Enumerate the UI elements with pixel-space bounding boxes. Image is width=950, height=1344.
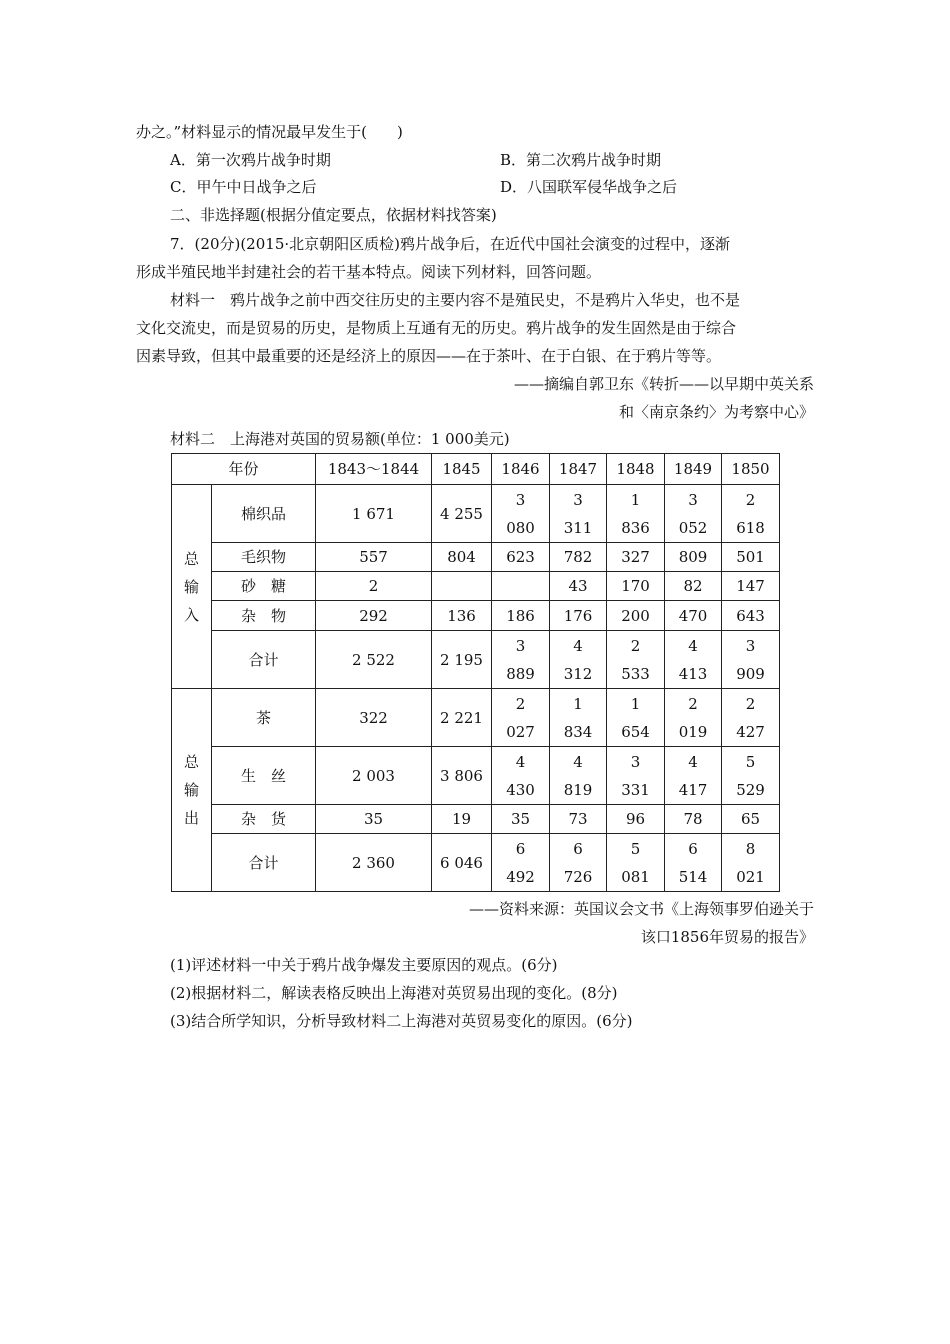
group-char: 总 (183, 753, 199, 771)
value-cell: 2 360 (316, 834, 432, 892)
value-part: 6 (688, 839, 698, 858)
value-part: 4 (573, 636, 583, 655)
value-cell: 809 (665, 543, 722, 572)
q7-stem-line2: 形成半殖民地半封建社会的若干基本特点。阅读下列材料，回答问题。 (136, 263, 602, 281)
trade-table (171, 453, 780, 892)
value-part: 3 (573, 490, 583, 509)
row-label: 棉织品 (212, 485, 316, 543)
value-part: 889 (506, 664, 535, 683)
value-cell (607, 747, 665, 805)
group-char: 输 (183, 577, 199, 596)
value-cell (492, 485, 550, 543)
q6-option-c: C．甲午中日战争之后 (170, 178, 317, 196)
value-part: 4 (688, 636, 698, 655)
value-cell (665, 747, 722, 805)
material1-source1: ——摘编自郭卫东《转折——以早期中英关系 (513, 375, 814, 393)
value-part: 618 (736, 518, 765, 537)
value-cell (550, 485, 607, 543)
value-part: 1 (573, 694, 583, 713)
value-part: 312 (563, 664, 593, 683)
row-label: 生 丝 (212, 747, 316, 805)
value-part: 019 (678, 722, 708, 741)
table-header-row (172, 454, 780, 485)
row-label: 合计 (212, 631, 316, 689)
value-part: 052 (678, 518, 708, 537)
value-part: 021 (736, 867, 765, 886)
value-cell: 147 (722, 572, 780, 601)
value-part: 2 (745, 490, 756, 509)
material2-source1: ——资料来源：英国议会文书《上海领事罗伯逊关于 (468, 900, 814, 918)
value-part: 533 (621, 664, 650, 683)
value-part: 6 (573, 839, 583, 858)
value-part: 834 (563, 722, 593, 741)
value-part: 8 (745, 839, 756, 858)
value-cell (722, 834, 780, 892)
material2-source2: 该口1856年贸易的报告》 (640, 928, 814, 946)
value-cell: 4 255 (432, 485, 492, 543)
value-part: 2 (745, 694, 756, 713)
value-cell: 1 671 (316, 485, 432, 543)
q6-option-d: D．八国联军侵华战争之后 (500, 178, 678, 196)
value-cell: 2 (316, 572, 432, 601)
import-group-label (172, 485, 212, 689)
value-cell (665, 485, 722, 543)
value-part: 529 (736, 780, 765, 799)
value-cell: 501 (722, 543, 780, 572)
value-part: 819 (563, 780, 593, 799)
value-part: 3 (515, 636, 526, 655)
value-part: 430 (506, 780, 535, 799)
value-cell (492, 631, 550, 689)
value-cell (492, 834, 550, 892)
value-cell: 43 (550, 572, 607, 601)
value-part: 427 (736, 722, 765, 741)
row-label: 茶 (212, 689, 316, 747)
value-cell: 176 (550, 601, 607, 631)
table-row (172, 572, 780, 601)
value-part: 6 (515, 839, 526, 858)
q7-stem-line1: 7．(20分)(2015·北京朝阳区质检)鸦片战争后，在近代中国社会演变的过程中，逐渐 (170, 235, 730, 253)
q6-tail: 办之。”材料显示的情况最早发生于( ) (136, 123, 403, 141)
value-part: 3 (630, 752, 641, 771)
table-row (172, 689, 780, 747)
section2-title: 二、非选择题(根据分值定要点，依据材料找答案) (170, 206, 497, 224)
table-row (172, 747, 780, 805)
value-part: 311 (563, 518, 593, 537)
value-cell: 2 522 (316, 631, 432, 689)
value-cell (550, 689, 607, 747)
value-cell (492, 689, 550, 747)
table-row (172, 485, 780, 543)
value-cell: 623 (492, 543, 550, 572)
value-cell (722, 485, 780, 543)
value-part: 2 (688, 694, 698, 713)
value-cell: 2 221 (432, 689, 492, 747)
year-cell: 1847 (550, 454, 607, 485)
group-char: 总 (183, 549, 199, 568)
value-cell: 170 (607, 572, 665, 601)
value-part: 4 (515, 752, 526, 771)
value-cell: 136 (432, 601, 492, 631)
value-part: 3 (688, 490, 698, 509)
value-cell: 3 806 (432, 747, 492, 805)
value-part: 3 (745, 636, 756, 655)
value-part: 417 (678, 780, 708, 799)
value-part: 027 (506, 722, 535, 741)
table-row (172, 805, 780, 834)
value-cell: 82 (665, 572, 722, 601)
value-cell: 804 (432, 543, 492, 572)
value-cell: 322 (316, 689, 432, 747)
material2-title: 材料二 上海港对英国的贸易额(单位：1 000美元) (170, 430, 510, 448)
value-cell: 327 (607, 543, 665, 572)
year-cell: 1843～1844 (316, 454, 432, 485)
group-char: 输 (183, 781, 199, 799)
value-cell: 292 (316, 601, 432, 631)
value-part: 331 (621, 780, 650, 799)
year-cell: 1849 (665, 454, 722, 485)
material1-line3: 因素导致，但其中最重要的还是经济上的原因——在于茶叶、在于白银、在于鸦片等等。 (136, 347, 722, 365)
value-cell: 78 (665, 805, 722, 834)
value-cell (550, 834, 607, 892)
value-cell (665, 689, 722, 747)
value-part: 514 (678, 867, 708, 886)
value-part: 2 (515, 694, 526, 713)
value-cell (550, 631, 607, 689)
value-part: 492 (506, 867, 535, 886)
value-cell (607, 834, 665, 892)
value-cell: 65 (722, 805, 780, 834)
sub-question-3: (3)结合所学知识，分析导致材料二上海港对英贸易变化的原因。(6分) (170, 1012, 633, 1030)
value-cell (607, 689, 665, 747)
value-part: 081 (621, 867, 650, 886)
value-cell (665, 834, 722, 892)
value-cell: 200 (607, 601, 665, 631)
export-group-label (172, 689, 212, 892)
year-cell: 1846 (492, 454, 550, 485)
value-cell (607, 485, 665, 543)
material1-line2: 文化交流史，而是贸易的历史，是物质上互通有无的历史。鸦片战争的发生固然是由于综合 (136, 319, 737, 337)
value-cell (607, 631, 665, 689)
value-part: 836 (621, 518, 650, 537)
value-cell (722, 689, 780, 747)
value-cell: 6 046 (432, 834, 492, 892)
value-part: 4 (688, 752, 698, 771)
value-part: 4 (573, 752, 583, 771)
q6-option-a: A．第一次鸦片战争时期 (170, 151, 331, 169)
table-row (172, 631, 780, 689)
value-part: 1 (630, 490, 641, 509)
value-cell: 19 (432, 805, 492, 834)
value-cell (665, 631, 722, 689)
value-cell: 2 003 (316, 747, 432, 805)
group-char: 出 (183, 809, 199, 827)
q6-option-b: B．第二次鸦片战争时期 (500, 151, 662, 169)
value-part: 5 (745, 752, 756, 771)
row-label: 杂 物 (212, 601, 316, 631)
table-row (172, 543, 780, 572)
value-cell (722, 631, 780, 689)
value-cell (722, 747, 780, 805)
value-part: 080 (506, 518, 535, 537)
table-row (172, 834, 780, 892)
row-label: 砂 糖 (212, 572, 316, 601)
table-row (172, 601, 780, 631)
value-cell (432, 572, 492, 601)
value-cell: 96 (607, 805, 665, 834)
value-part: 654 (621, 722, 650, 741)
row-label: 合计 (212, 834, 316, 892)
header-year-label: 年份 (172, 454, 316, 485)
material1-source2: 和〈南京条约〉为考察中心》 (618, 403, 814, 421)
material1-line1: 材料一 鸦片战争之前中西交往历史的主要内容不是殖民史，不是鸦片入华史，也不是 (170, 291, 741, 309)
group-char: 入 (183, 605, 199, 624)
value-part: 5 (630, 839, 641, 858)
value-cell: 643 (722, 601, 780, 631)
year-cell: 1848 (607, 454, 665, 485)
value-cell: 73 (550, 805, 607, 834)
sub-question-2: (2)根据材料二，解读表格反映出上海港对英贸易出现的变化。(8分) (170, 984, 618, 1002)
value-part: 909 (736, 664, 765, 683)
value-part: 413 (678, 664, 708, 683)
year-cell: 1850 (722, 454, 780, 485)
value-part: 3 (515, 490, 526, 509)
value-cell: 35 (492, 805, 550, 834)
value-cell (550, 747, 607, 805)
year-cell: 1845 (432, 454, 492, 485)
value-cell: 2 195 (432, 631, 492, 689)
value-part: 1 (630, 694, 641, 713)
row-label: 毛织物 (212, 543, 316, 572)
sub-question-1: (1)评述材料一中关于鸦片战争爆发主要原因的观点。(6分) (170, 956, 558, 974)
value-cell (492, 572, 550, 601)
row-label: 杂 货 (212, 805, 316, 834)
value-cell: 186 (492, 601, 550, 631)
value-cell: 35 (316, 805, 432, 834)
value-part: 2 (630, 636, 641, 655)
value-cell: 782 (550, 543, 607, 572)
value-cell: 557 (316, 543, 432, 572)
value-cell: 470 (665, 601, 722, 631)
value-cell (492, 747, 550, 805)
value-part: 726 (563, 867, 593, 886)
